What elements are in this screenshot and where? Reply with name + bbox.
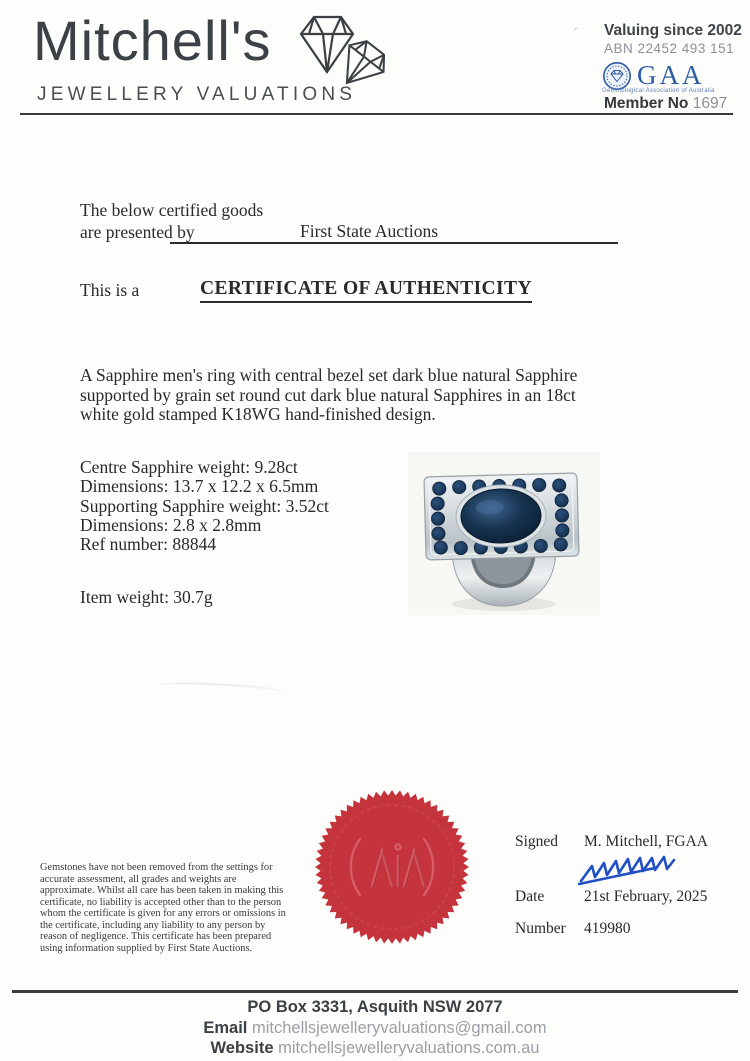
presenter-name: First State Auctions (300, 221, 439, 241)
diamonds-icon (293, 10, 385, 102)
detail-line: Ref number: 88844 (80, 534, 217, 555)
detail-line: Dimensions: 13.7 x 12.2 x 6.5mm (80, 476, 319, 497)
email-line: Email mitchellsjewelleryvaluations@gmail.com (203, 1018, 547, 1037)
certificate-number: 419980 (584, 920, 631, 937)
brand-name: Mitchell's (33, 9, 272, 72)
scan-smudge (158, 681, 283, 698)
gaa-emblem-icon (602, 61, 632, 91)
footer-rule (12, 990, 738, 993)
gem-details (80, 458, 329, 554)
disclaimer-text: Gemstones have not been removed from the settings for accurate assessment, all grades and weights are approximate. Whilst all care has been taken in making this certificate, no liability is accepted other than to the person whom the certificate is given for any errors or omissions in the certificate, including any liability to any person by reason of negligence. This certificate has been prepared using information supplied by First State Auctions. (40, 862, 286, 954)
gaa-acronym: GAA (637, 60, 705, 90)
signature-scribble (577, 853, 681, 887)
member-number: Member No 1697 (604, 95, 728, 112)
detail-line: Dimensions: 2.8 x 2.8mm (80, 514, 262, 535)
item-description: A Sapphire men's ring with central bezel set dark blue natural Sapphire supported by grain set round cut dark blue natural Sapphires in an 18ct white gold stamped K18WG hand-finished design. (80, 365, 578, 424)
date-value: 21st February, 2025 (584, 888, 708, 905)
signed-label: Signed (515, 833, 559, 850)
email-address: mitchellsjewelleryvaluations@gmail.com (252, 1018, 547, 1037)
ring-photo (408, 452, 600, 615)
detail-line: Centre Sapphire weight: 9.28ct (80, 457, 298, 477)
certificate-intro: This is a (80, 280, 140, 300)
gaa-logo (602, 60, 705, 91)
number-label: Number (515, 920, 566, 937)
website-address: mitchellsjewelleryvaluations.com.au (278, 1039, 540, 1057)
website-line: Website mitchellsjewelleryvaluations.com.au (210, 1039, 540, 1057)
presented-by-label: are presented by (80, 222, 195, 242)
po-box: PO Box 3331, Asquith NSW 2077 (247, 998, 503, 1016)
date-label: Date (515, 888, 545, 905)
brand-subtitle: JEWELLERY VALUATIONS (37, 84, 357, 105)
abn-number: ABN 22452 493 151 (604, 41, 735, 56)
valuing-since: Valuing since 2002 (604, 22, 742, 39)
presented-goods-line: The below certified goods (80, 200, 264, 220)
gaa-full-name: Gemmological Association of Australia (602, 88, 715, 94)
signed-value: M. Mitchell, FGAA (584, 833, 708, 850)
presenter-underline (170, 242, 618, 244)
footer (0, 997, 750, 1059)
certificate-title: CERTIFICATE OF AUTHENTICITY (200, 278, 532, 303)
aja-seal (314, 789, 470, 945)
header-rule (20, 113, 733, 115)
detail-line: Supporting Sapphire weight: 3.52ct (80, 495, 329, 516)
scan-stray-mark: ⌃ (571, 25, 582, 37)
item-weight: Item weight: 30.7g (80, 587, 213, 607)
